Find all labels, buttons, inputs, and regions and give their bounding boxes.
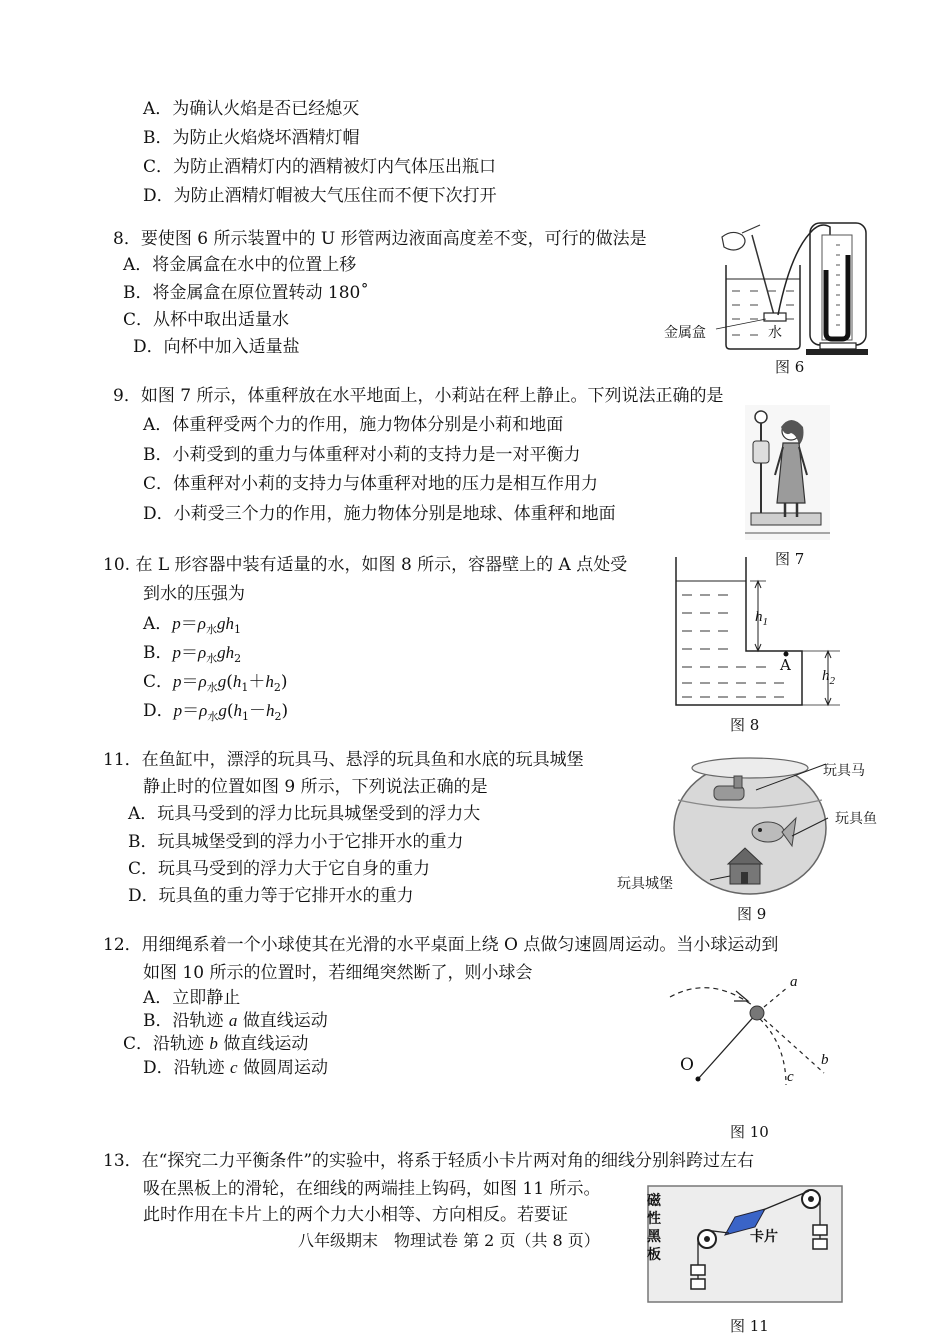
q13-stem-line2: 吸在黑板上的滑轮，在细线的两端挂上钩码，如图 11 所示。 — [143, 1179, 601, 1199]
q7-option-a: A．为确认火焰是否已经熄灭 — [143, 99, 360, 119]
q12-option-a: A．立即静止 — [143, 988, 241, 1008]
q10-option-b: B．$p=\rho_水gh_2$ — [143, 643, 242, 665]
figure-9-label-fish: 玩具鱼 — [835, 811, 877, 827]
q12-option-b: B．沿轨迹 a 做直线运动 — [143, 1011, 328, 1031]
q12-stem-line1: 12．用细绳系着一个小球使其在光滑的水平桌面上绕 O 点做匀速圆周运动。当小球运动到 — [103, 935, 779, 955]
q9-option-c: C．体重秤对小莉的支持力与体重秤对地的压力是相互作用力 — [143, 474, 599, 494]
q11-stem-line2: 静止时的位置如图 9 所示，下列说法正确的是 — [143, 777, 488, 797]
figure-9-fish-tank — [670, 752, 835, 897]
q8-stem: 8．要使图 6 所示装置中的 U 形管两边液面高度差不变，可行的做法是 — [113, 229, 647, 249]
figure-11-caption: 图 11 — [730, 1317, 769, 1335]
q10-stem-line1: 10. 在 L 形容器中装有适量的水，如图 8 所示，容器壁上的 A 点处受 — [103, 555, 628, 575]
figure-10-caption: 图 10 — [730, 1123, 769, 1141]
figure-8-caption: 图 8 — [730, 716, 760, 734]
q10-option-d-label: D． — [143, 701, 174, 721]
q11-option-c: C．玩具马受到的浮力大于它自身的重力 — [128, 859, 431, 879]
q10-option-a: A．$p=\rho_水gh_1$ — [143, 614, 241, 636]
q11-option-b: B．玩具城堡受到的浮力小于它排开水的重力 — [128, 832, 464, 852]
q8-option-a: A．将金属盒在水中的位置上移 — [123, 255, 357, 275]
figure-6-label-water: 水 — [768, 325, 782, 341]
q9-option-d: D．小莉受三个力的作用，施力物体分别是地球、体重秤和地面 — [143, 504, 616, 524]
figure-8-label-a: A — [780, 656, 791, 674]
q10-option-c-label: C． — [143, 672, 174, 692]
figure-11-two-force-balance — [645, 1183, 845, 1305]
figure-6-label-box: 金属盒 — [664, 325, 706, 341]
q10-stem-line2: 到水的压强为 — [143, 584, 245, 604]
q10-option-c: C．$p=\rho_水g(h_1+h_2)$ — [143, 672, 288, 694]
q12-stem-line2: 如图 10 所示的位置时，若细绳突然断了，则小球会 — [143, 963, 533, 983]
figure-8-label-h1: $h_1$ — [755, 609, 768, 628]
q13-stem-line1: 13．在“探究二力平衡条件”的实验中，将系于轻质小卡片两对角的细线分别斜跨过左右 — [103, 1151, 755, 1171]
figure-9-label-horse: 玩具马 — [823, 763, 865, 779]
q12-option-c: C．沿轨迹 b 做直线运动 — [123, 1034, 309, 1054]
figure-11-board-label: 磁 性 黑 板 — [647, 1193, 661, 1263]
figure-9-caption: 图 9 — [737, 905, 767, 923]
page-footer: 八年级期末 物理试卷 第 2 页（共 8 页） — [298, 1231, 600, 1250]
q11-stem-line1: 11．在鱼缸中，漂浮的玩具马、悬浮的玩具鱼和水底的玩具城堡 — [103, 750, 584, 770]
q12-option-d: D．沿轨迹 c 做圆周运动 — [143, 1058, 328, 1078]
q10-option-b-label: B． — [143, 643, 173, 663]
q13-stem-line3: 此时作用在卡片上的两个力大小相等、方向相反。若要证 — [143, 1205, 568, 1225]
q8-option-d: D．向杯中加入适量盐 — [133, 337, 300, 357]
figure-7-scale-girl — [745, 405, 830, 540]
figure-10-label-c: c — [787, 1069, 794, 1085]
q8-option-b: B．将金属盒在原位置转动 180˚ — [123, 283, 369, 303]
q9-option-a: A．体重秤受两个力的作用，施力物体分别是小莉和地面 — [143, 415, 564, 435]
q11-option-d: D．玩具鱼的重力等于它排开水的重力 — [128, 886, 414, 906]
q7-option-c: C．为防止酒精灯内的酒精被灯内气体压出瓶口 — [143, 157, 497, 177]
figure-11-card-label: 卡片 — [750, 1229, 778, 1245]
q9-option-b: B．小莉受到的重力与体重秤对小莉的支持力是一对平衡力 — [143, 445, 581, 465]
figure-7-caption: 图 7 — [775, 550, 805, 568]
q10-option-d: D．$p=\rho_水g(h_1-h_2)$ — [143, 701, 289, 723]
q7-option-b: B．为防止火焰烧坏酒精灯帽 — [143, 128, 360, 148]
figure-6-caption: 图 6 — [775, 358, 805, 376]
figure-10-label-o: O — [680, 1055, 694, 1075]
figure-8-l-container — [670, 555, 845, 710]
figure-9-label-castle: 玩具城堡 — [617, 876, 673, 892]
q8-option-c: C．从杯中取出适量水 — [123, 310, 290, 330]
q7-option-d: D．为防止酒精灯帽被大气压住而不便下次打开 — [143, 186, 497, 206]
q10-option-a-label: A． — [143, 614, 173, 634]
figure-8-label-h2: $h_2$ — [822, 668, 835, 687]
q9-stem: 9．如图 7 所示，体重秤放在水平地面上，小莉站在秤上静止。下列说法正确的是 — [113, 386, 724, 406]
figure-10-label-b: b — [821, 1052, 829, 1068]
q11-option-a: A．玩具马受到的浮力比玩具城堡受到的浮力大 — [128, 804, 481, 824]
figure-10-label-a: a — [790, 974, 798, 990]
